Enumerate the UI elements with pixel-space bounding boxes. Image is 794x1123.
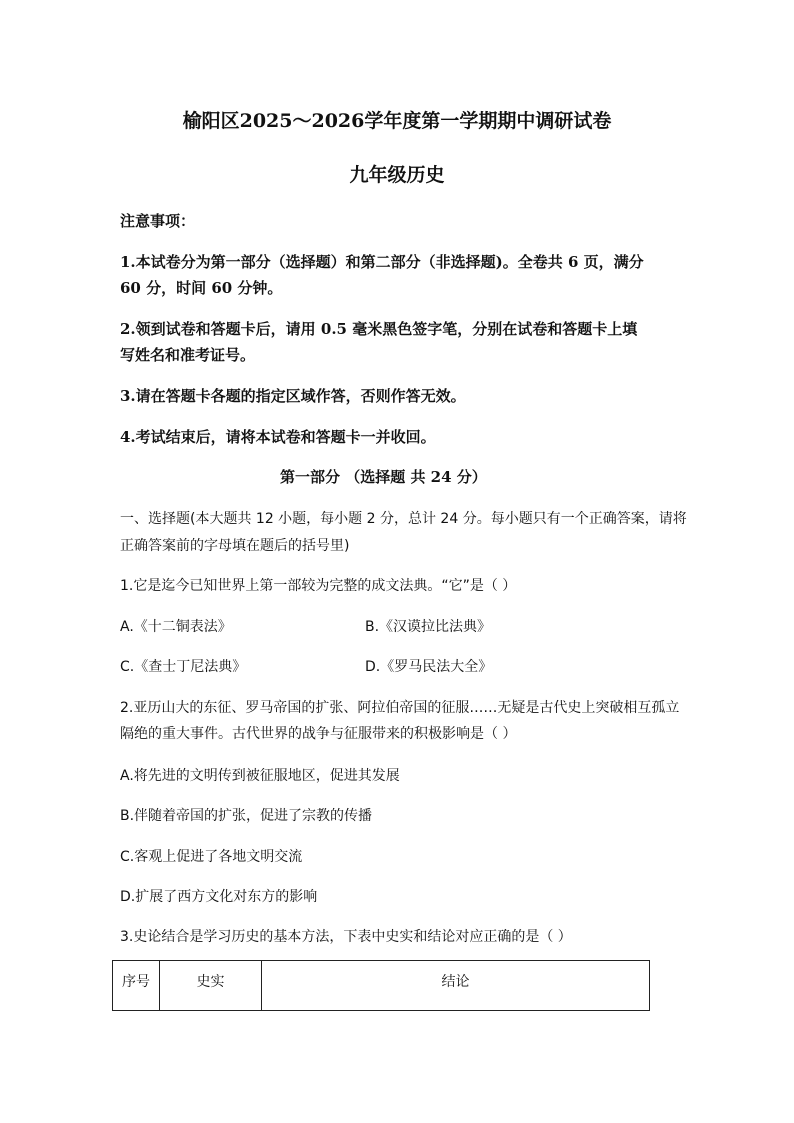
notice-item-3: 3.请在答题卡各题的指定区域作答，否则作答无效。 <box>120 387 466 405</box>
q1-option-a: A.《十二铜表法》 <box>120 619 232 635</box>
notice-item-4: 4.考试结束后，请将本试卷和答题卡一并收回。 <box>120 428 436 446</box>
part1-heading: 第一部分 （选择题 共 24 分） <box>280 468 487 486</box>
q2-stem-line-2: 隔绝的重大事件。古代世界的战争与征服带来的积极影响是（ ） <box>120 726 517 742</box>
q2-option-b: B.伴随着帝国的扩张，促进了宗教的传播 <box>120 808 373 824</box>
q3-stem: 3.史论结合是学习历史的基本方法，下表中史实和结论对应正确的是（ ） <box>120 929 572 945</box>
q3-table <box>112 960 650 1011</box>
part1-instruction-line-2: 正确答案前的字母填在题后的括号里) <box>120 538 350 554</box>
q1-option-d: D.《罗马民法大全》 <box>365 659 493 675</box>
q2-option-c: C.客观上促进了各地文明交流 <box>120 849 303 865</box>
q2-option-a: A.将先进的文明传到被征服地区，促进其发展 <box>120 768 400 784</box>
notice-item-1-line-1: 1.本试卷分为第一部分（选择题）和第二部分（非选择题)。全卷共 6 页，满分 <box>120 253 644 271</box>
q3-table-header-conclusion: 结论 <box>262 961 650 1011</box>
part1-instruction-line-1: 一、选择题(本大题共 12 小题，每小题 2 分，总计 24 分。每小题只有一个正确答案，请将 <box>120 511 687 527</box>
q3-table-header-number: 序号 <box>113 961 160 1011</box>
q3-table-header-fact: 史实 <box>160 961 262 1011</box>
notice-item-2-line-1: 2.领到试卷和答题卡后，请用 0.5 毫米黑色签字笔，分别在试卷和答题卡上填 <box>120 320 638 338</box>
q3-table-header-row <box>113 961 650 1011</box>
page-subtitle: 九年级历史 <box>349 164 445 186</box>
notice-heading: 注意事项： <box>120 212 196 230</box>
q1-option-c: C.《查士丁尼法典》 <box>120 659 247 675</box>
page-title: 榆阳区2025～2026学年度第一学期期中调研试卷 <box>182 110 612 132</box>
q1-option-b: B.《汉谟拉比法典》 <box>365 619 492 635</box>
notice-item-1-line-2: 60 分，时间 60 分钟。 <box>120 279 283 297</box>
notice-item-2-line-2: 写姓名和准考证号。 <box>120 346 256 364</box>
q1-stem: 1.它是迄今已知世界上第一部较为完整的成文法典。“它”是（ ） <box>120 578 517 594</box>
q2-stem-line-1: 2.亚历山大的东征、罗马帝国的扩张、阿拉伯帝国的征服……无疑是古代史上突破相互孤立 <box>120 700 680 716</box>
q2-option-d: D.扩展了西方文化对东方的影响 <box>120 889 318 905</box>
